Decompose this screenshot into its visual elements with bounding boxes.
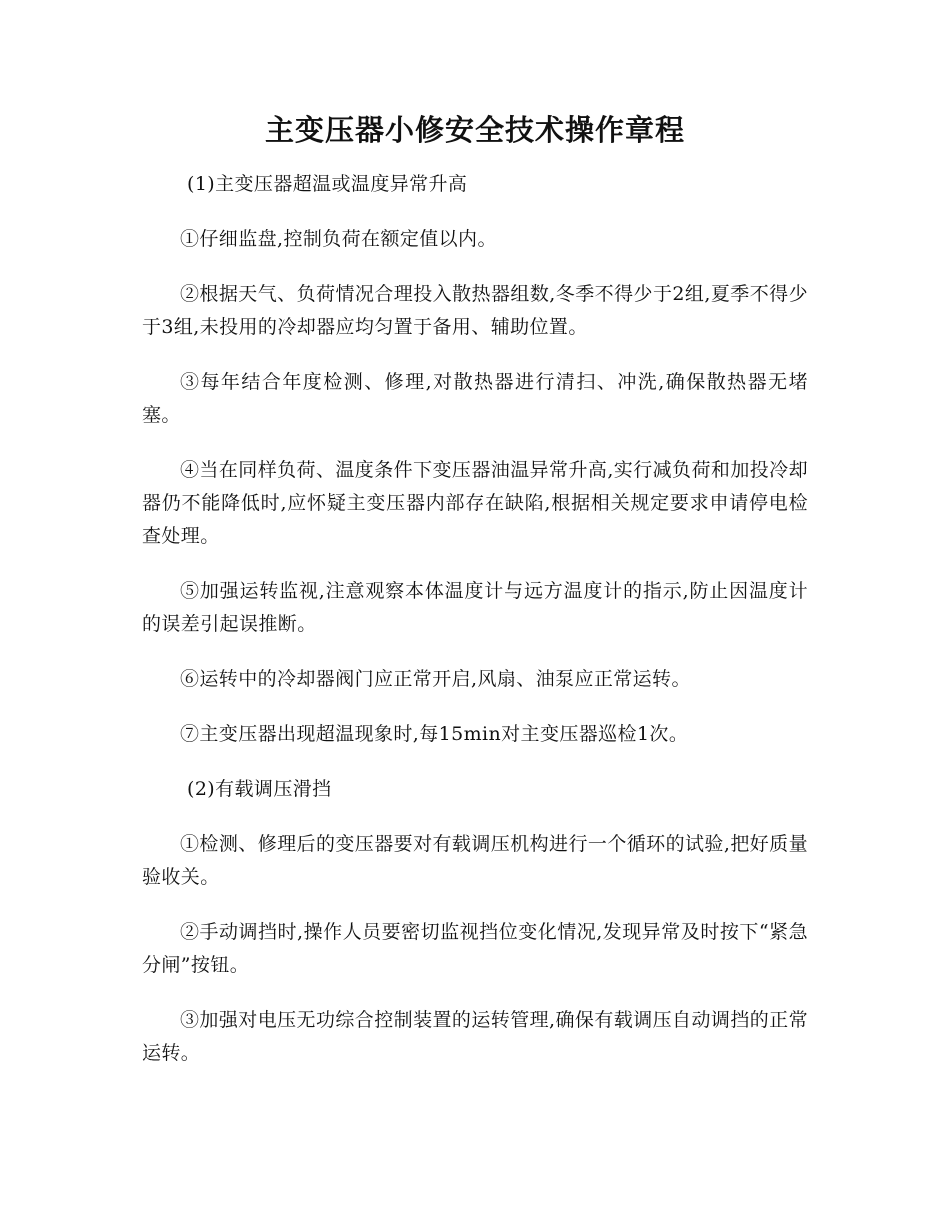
- section-heading-1: (1)主变压器超温或温度异常升高: [187, 173, 468, 195]
- paragraph: ③每年结合年度检测、修理,对散热器进行清扫、冲洗,确保散热器无堵塞。: [142, 371, 808, 426]
- paragraph: ④当在同样负荷、温度条件下变压器油温异常升高,实行减负荷和加投冷却器仍不能降低时,应怀疑主变压器内部存在缺陷,根据相关规定要求申请停电检查处理。: [142, 459, 808, 547]
- paragraph: ⑦主变压器出现超温现象时,每15min对主变压器巡检1次。: [180, 723, 689, 745]
- paragraph: ②根据天气、负荷情况合理投入散热器组数,冬季不得少于2组,夏季不得少于3组,未投用的冷却器应均匀置于备用、辅助位置。: [142, 283, 808, 338]
- paragraph: ②手动调挡时,操作人员要密切监视挡位变化情况,发现异常及时按下“紧急分闸”按钮。: [142, 921, 808, 976]
- document-title: 主变压器小修安全技术操作章程: [264, 113, 685, 147]
- document-body: [142, 168, 808, 1092]
- paragraph: ⑥运转中的冷却器阀门应正常开启,风扇、油泵应正常运转。: [180, 668, 691, 690]
- paragraph: ⑤加强运转监视,注意观察本体温度计与远方温度计的指示,防止因温度计的误差引起误推断。: [142, 580, 808, 635]
- paragraph: ①仔细监盘,控制负荷在额定值以内。: [180, 228, 497, 250]
- section-heading-2: (2)有载调压滑挡: [187, 778, 332, 800]
- paragraph: ①检测、修理后的变压器要对有载调压机构进行一个循环的试验,把好质量验收关。: [142, 833, 808, 888]
- paragraph: ③加强对电压无功综合控制装置的运转管理,确保有载调压自动调挡的正常运转。: [142, 1009, 808, 1064]
